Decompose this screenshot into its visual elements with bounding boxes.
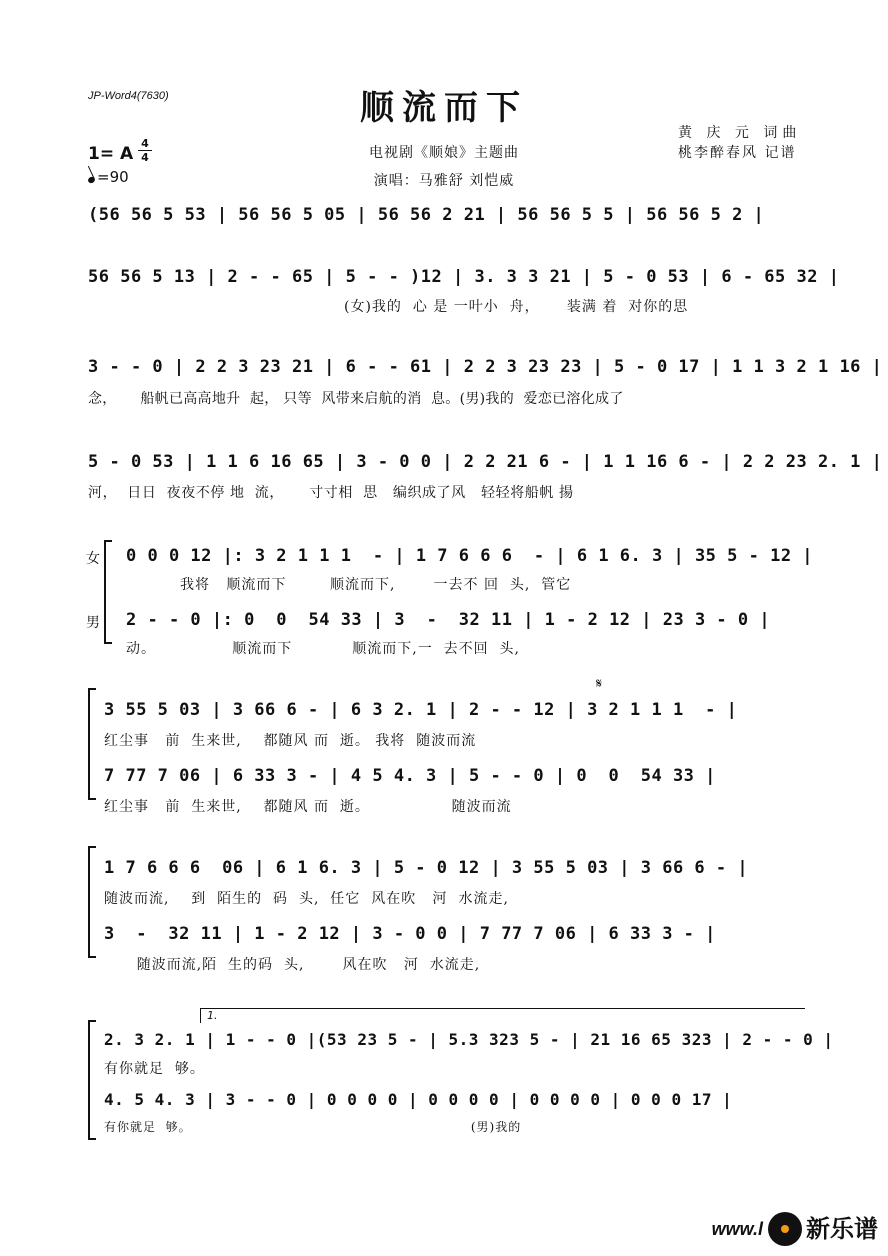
vinyl-disc-icon: [768, 1212, 802, 1246]
part-label-female: 女: [86, 551, 100, 567]
system-bracket: [88, 846, 96, 958]
segno-icon: 𝄋: [596, 676, 603, 692]
row8-female-notes: 2. 3 2. 1 | 1 - - 0 |(53 23 5 - | 5.3 323 5 - | 21 16 65 323 | 2 - - 0 |: [104, 1030, 834, 1049]
song-title: 顺流而下: [360, 88, 528, 128]
system-bracket: [104, 540, 112, 644]
row4-lyrics: 河， 日日 夜夜不停 地 流， 寸寸相 思 编织成了风 轻轻将船帆 揚: [88, 485, 574, 501]
row5-male-lyrics: 动。 顺流而下 顺流而下,一 去不回 头,: [126, 641, 520, 657]
row7-male-notes: 3 - 32 11 | 1 - 2 12 | 3 - 0 0 | 7 77 7 06 | 6 33 3 - |: [104, 924, 716, 944]
row5-female-lyrics: 我将 顺流而下 顺流而下, 一去不 回 头, 管它: [180, 577, 572, 593]
row2-lyrics: (女)我的 心 是 一叶小 舟， 装满 着 对你的思: [344, 299, 689, 315]
time-signature: [138, 138, 152, 163]
performers: 演唱：马雅舒 刘恺威: [373, 173, 515, 189]
credit-lyrics: 黄 庆 元 词曲: [678, 125, 802, 141]
time-top: 4: [141, 137, 149, 150]
row7-female-notes: 1 7 6 6 6 06 | 6 1 6. 3 | 5 - 0 12 | 3 55 5 03 | 3 66 6 - |: [104, 858, 749, 878]
row7-male-lyrics: 随波而流,陌 生的码 头, 风在吹 河 水流走,: [104, 957, 481, 973]
row2-notes: 56 56 5 13 | 2 - - 65 | 5 - - )12 | 3. 3 3 21 | 5 - 0 53 | 6 - 65 32 |: [88, 267, 840, 287]
row3-lyrics: 念， 船帆已高高地升 起， 只等 风带来启航的消 息。(男)我的 爱恋已溶化成了: [88, 391, 624, 407]
first-ending-bracket: [200, 1008, 805, 1023]
volta-number: 1.: [207, 1009, 218, 1022]
key-signature: 1= A: [88, 144, 134, 164]
system-bracket: [88, 1020, 96, 1140]
row5-female-notes: 0 0 0 12 |: 3 2 1 1 1 - | 1 7 6 6 6 - | 6 1 6. 3 | 35 5 - 12 |: [126, 546, 814, 566]
credit-score: 桃李醉春风 记谱: [678, 145, 797, 161]
quarter-note-icon: [87, 176, 96, 184]
part-label-male: 男: [86, 615, 100, 631]
row5-male-notes: 2 - - 0 |: 0 0 54 33 | 3 - 32 11 | 1 - 2 12 | 23 3 - 0 |: [126, 610, 771, 630]
row7-female-lyrics: 随波而流, 到 陌生的 码 头, 任它 风在吹 河 水流走,: [104, 891, 509, 907]
row8-female-lyrics: 有你就足 够。: [104, 1061, 205, 1077]
row3-notes: 3 - - 0 | 2 2 3 23 21 | 6 - - 61 | 2 2 3 23 23 | 5 - 0 17 | 1 1 3 2 1 16 |: [88, 357, 883, 377]
row6-male-notes: 7 77 7 06 | 6 33 3 - | 4 5 4. 3 | 5 - - 0 | 0 0 54 33 |: [104, 766, 716, 786]
row8-male-lyrics: 有你就足 够。 (男)我的: [104, 1120, 522, 1134]
watermark-name: 新乐谱: [806, 1215, 878, 1243]
generator-label: JP-Word4(7630): [88, 90, 169, 102]
system-bracket: [88, 688, 96, 800]
row6-female-notes: 3 55 5 03 | 3 66 6 - | 6 3 2. 1 | 2 - - 12 | 3 2 1 1 1 - |: [104, 700, 738, 720]
watermark-url: www.l: [711, 1219, 763, 1239]
row6-female-lyrics: 红尘事 前 生来世, 都随风 而 逝。 我将 随波而流: [104, 733, 477, 749]
row8-male-notes: 4. 5 4. 3 | 3 - - 0 | 0 0 0 0 | 0 0 0 0 | 0 0 0 0 | 0 0 0 17 |: [104, 1090, 733, 1109]
tempo-value: =90: [97, 168, 129, 186]
row6-male-lyrics: 红尘事 前 生来世, 都随风 而 逝。 随波而流: [104, 799, 512, 815]
time-bottom: 4: [141, 151, 149, 164]
subtitle: 电视剧《顺娘》主题曲: [369, 145, 519, 161]
row1-notes: (56 56 5 53 | 56 56 5 05 | 56 56 2 21 | 56 56 5 5 | 56 56 5 2 |: [88, 205, 765, 225]
row4-notes: 5 - 0 53 | 1 1 6 16 65 | 3 - 0 0 | 2 2 21 6 - | 1 1 16 6 - | 2 2 23 2. 1 |: [88, 452, 883, 472]
tempo-marking: [88, 168, 129, 186]
